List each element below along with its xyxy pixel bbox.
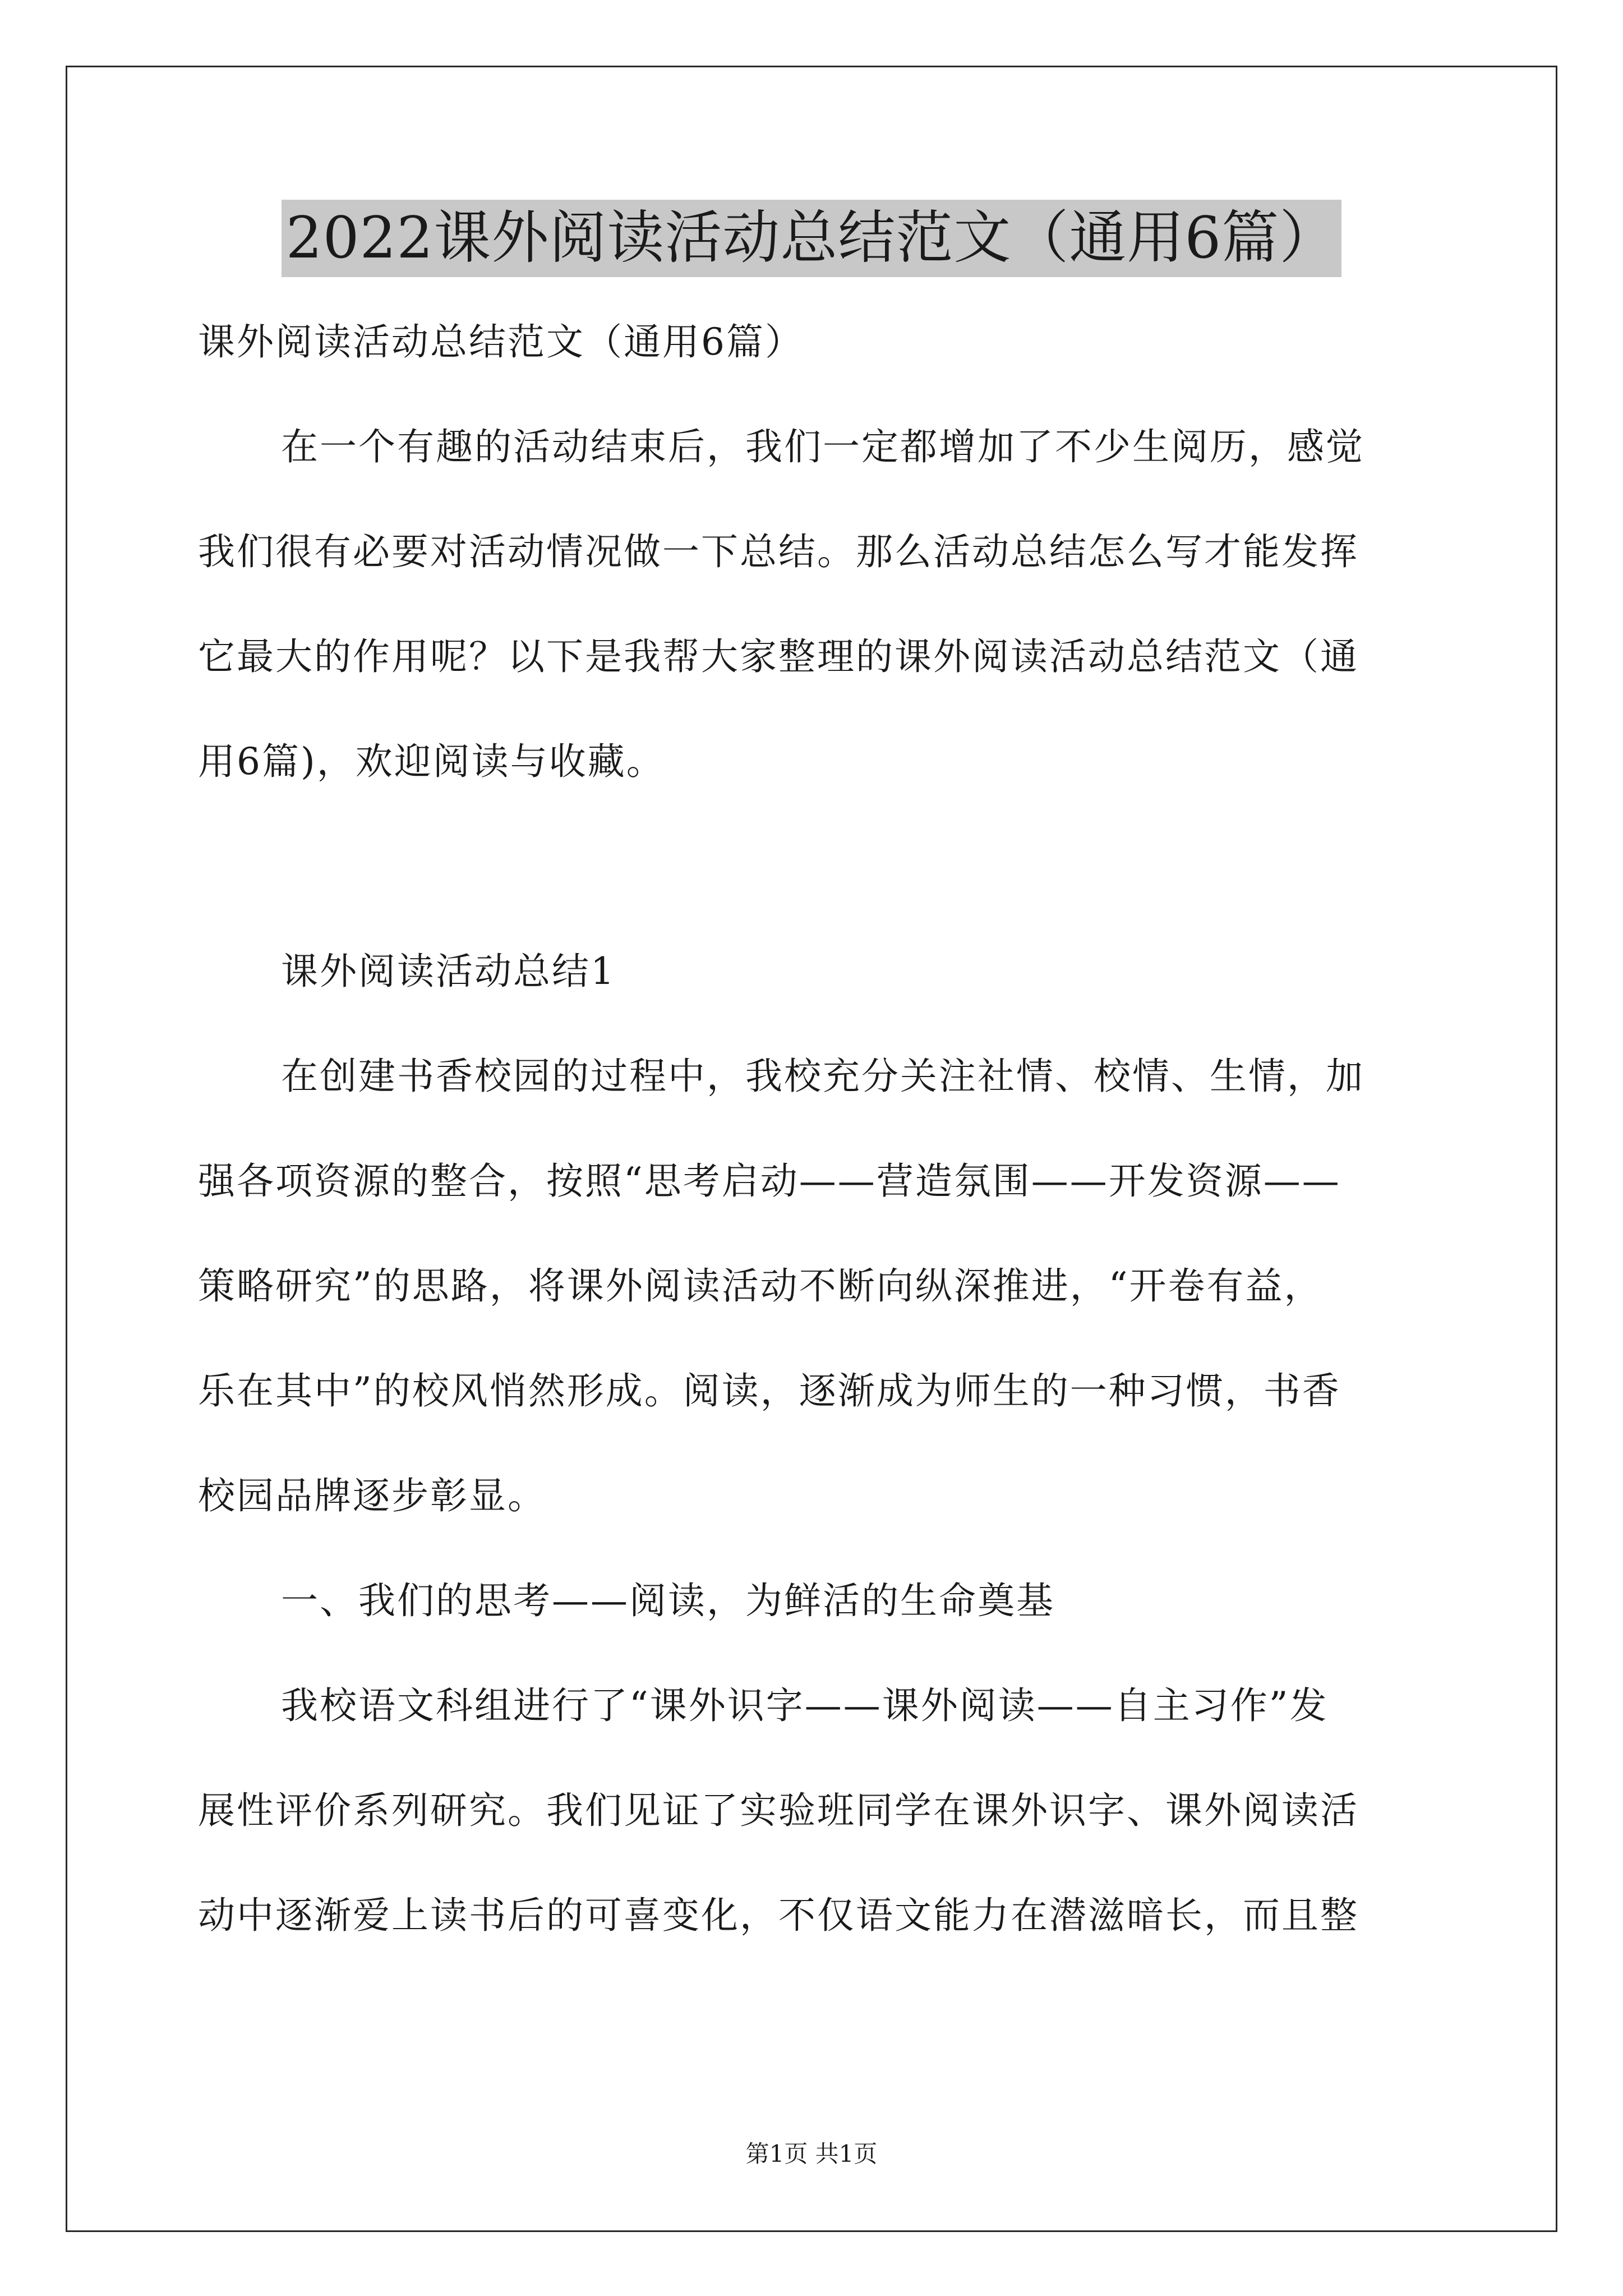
text-line: 展性评价系列研究。我们见证了实验班同学在课外识字、课外阅读活 bbox=[198, 1789, 1359, 1832]
text-line: 课外阅读活动总结范文（通用6篇） bbox=[198, 320, 804, 364]
document-body bbox=[198, 289, 1443, 1968]
text-line: 我校语文科组进行了“课外识字——课外阅读——自主习作”发 bbox=[281, 1684, 1329, 1727]
text-line: 一、我们的思考——阅读，为鲜活的生命奠基 bbox=[281, 1579, 1055, 1622]
document-title: 2022课外阅读活动总结范文（通用6篇） bbox=[282, 200, 1341, 277]
text-line: 课外阅读活动总结1 bbox=[281, 950, 616, 993]
text-line: 用6篇)，欢迎阅读与收藏。 bbox=[198, 740, 665, 783]
title-container bbox=[0, 200, 1623, 277]
text-line: 动中逐渐爱上读书后的可喜变化，不仅语文能力在潜滋暗长，而且整 bbox=[198, 1894, 1359, 1937]
text-line: 在创建书香校园的过程中，我校充分关注社情、校情、生情，加 bbox=[281, 1055, 1364, 1098]
text-line: 在一个有趣的活动结束后，我们一定都增加了不少生阅历，感觉 bbox=[281, 425, 1364, 468]
text-line: 强各项资源的整合，按照“思考启动——营造氛围——开发资源—— bbox=[198, 1159, 1341, 1203]
text-line: 策略研究”的思路，将课外阅读活动不断向纵深推进，“开卷有益， bbox=[198, 1264, 1323, 1308]
text-line: 乐在其中”的校风悄然形成。阅读，逐渐成为师生的一种习惯，书香 bbox=[198, 1369, 1341, 1412]
text-line: 我们很有必要对活动情况做一下总结。那么活动总结怎么写才能发挥 bbox=[198, 530, 1359, 573]
text-line: 校园品牌逐步彰显。 bbox=[198, 1474, 546, 1517]
blank-line bbox=[198, 814, 1443, 919]
page-footer: 第1页 共1页 bbox=[745, 2140, 878, 2168]
text-line: 它最大的作用呢？以下是我帮大家整理的课外阅读活动总结范文（通 bbox=[198, 635, 1359, 678]
